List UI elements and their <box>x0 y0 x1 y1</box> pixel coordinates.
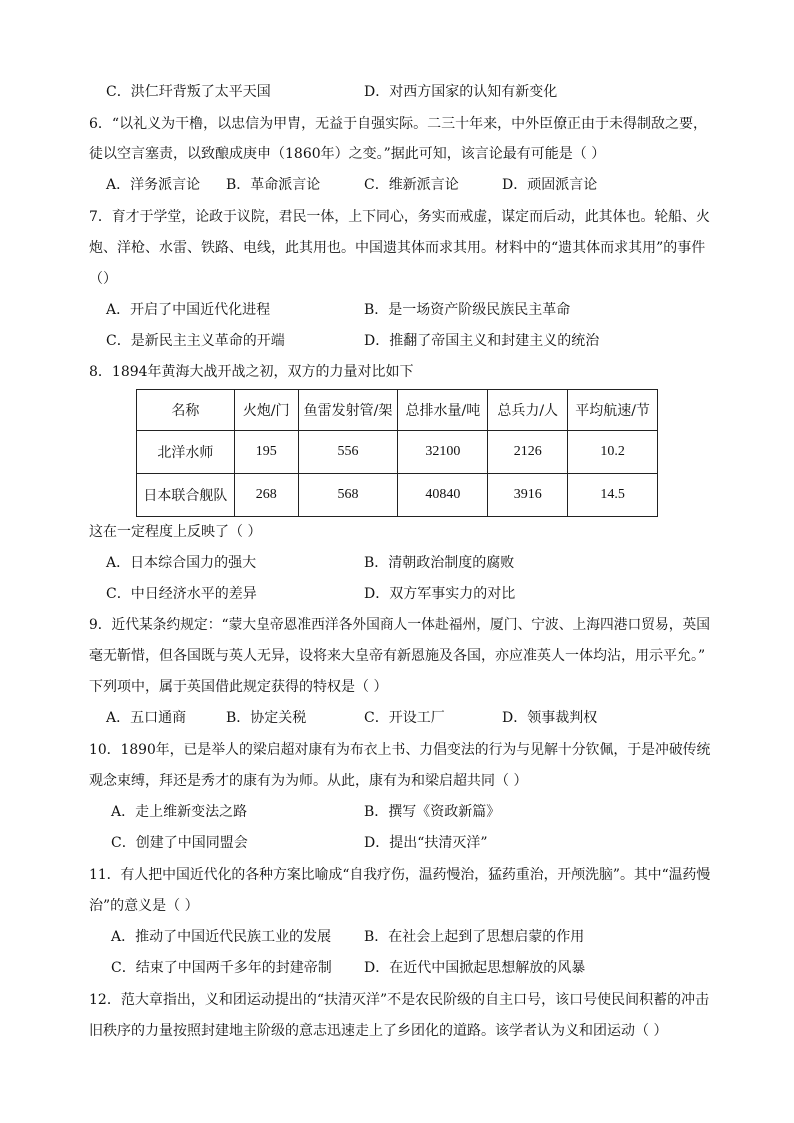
q5-option-d: D．对西方国家的认知有新变化 <box>364 84 558 100</box>
table-header-row <box>137 390 658 431</box>
q10-option-d: D．提出“扶清灭洋” <box>364 835 488 851</box>
table-header-cell: 总兵力/人 <box>488 390 568 431</box>
q6-option-a: A．洋务派言论 <box>106 177 201 193</box>
q8-option-a: A．日本综合国力的强大 <box>106 555 257 571</box>
q10-option-b: B．撰写《资政新篇》 <box>364 804 501 820</box>
q11-option-a: A．推动了中国近代民族工业的发展 <box>111 929 332 945</box>
q6-option-b: B．革命派言论 <box>226 177 321 193</box>
table-header-cell: 名称 <box>137 390 235 431</box>
table-cell: 北洋水师 <box>137 431 235 474</box>
table-row <box>137 431 658 474</box>
q6-option-d: D．顽固派言论 <box>502 177 598 193</box>
q8-stem-line1: 8．1894年黄海大战开战之初，双方的力量对比如下 <box>89 364 414 380</box>
table-cell: 32100 <box>398 431 488 474</box>
q9-stem-line2: 毫无靳惜，但各国既与英人无异，设将来大皇帝有新恩施及各国，亦应准英人一体均沾，用示平允。” <box>89 648 706 664</box>
q10-stem-line1: 10．1890年，已是举人的梁启超对康有为布衣上书、力倡变法的行为与见解十分钦佩，于是冲破传统 <box>89 742 711 758</box>
table-header-cell: 平均航速/节 <box>568 390 658 431</box>
q11-option-b: B．在社会上起到了思想启蒙的作用 <box>364 929 585 945</box>
table-cell: 10.2 <box>568 431 658 474</box>
table-cell: 40840 <box>398 474 488 517</box>
q6-stem-line1: 6．“以礼义为干橹，以忠信为甲胄，无益于自强实际。二三十年来，中外臣僚正由于未得制敌之要， <box>89 116 708 132</box>
q7-option-c: C．是新民主主义革命的开端 <box>106 333 285 349</box>
q12-stem-line1: 12．范大章指出，义和团运动提出的“扶清灭洋”不是农民阶级的自主口号，该口号使民间积蓄的冲击 <box>89 992 710 1008</box>
table-cell: 2126 <box>488 431 568 474</box>
table-header-cell: 鱼雷发射管/架 <box>298 390 398 431</box>
q8-option-d: D．双方军事实力的对比 <box>364 586 516 602</box>
q9-stem-line1: 9．近代某条约规定：“蒙大皇帝恩准西洋各外国商人一体赴福州，厦门、宁波、上海四港口贸易，英国 <box>89 617 711 633</box>
q8-option-c: C．中日经济水平的差异 <box>106 586 257 602</box>
table-cell: 3916 <box>488 474 568 517</box>
q11-option-d: D．在近代中国掀起思想解放的风暴 <box>364 960 586 976</box>
table-cell: 556 <box>298 431 398 474</box>
q9-option-d: D．领事裁判权 <box>502 710 598 726</box>
q10-option-c: C．创建了中国同盟会 <box>111 835 248 851</box>
q10-option-a: A．走上维新变法之路 <box>111 804 248 820</box>
q8-option-b: B．清朝政治制度的腐败 <box>364 555 515 571</box>
q9-option-b: B．协定关税 <box>226 710 307 726</box>
q7-stem-line3: （） <box>89 271 117 287</box>
q7-stem-line2: 炮、洋枪、水雷、铁路、电线，此其用也。中国遗其体而求其用。材料中的“遗其体而求其用”的事件 <box>89 240 706 256</box>
q9-stem-line3: 下列项中，属于英国借此规定获得的特权是（ ） <box>89 679 388 695</box>
q6-stem-line2: 徒以空言塞责，以致酿成庚申（1860年）之变。”据此可知，该言论最有可能是（ ） <box>89 146 606 162</box>
q6-option-c: C．维新派言论 <box>364 177 459 193</box>
q11-option-c: C．结束了中国两千多年的封建帝制 <box>111 960 332 976</box>
table-cell: 日本联合舰队 <box>137 474 235 517</box>
q7-option-d: D．推翻了帝国主义和封建主义的统治 <box>364 333 600 349</box>
q11-stem-line1: 11．有人把中国近代化的各种方案比喻成“自我疗伤，温药慢治，猛药重治，开颅洗脑”。其中“温药慢 <box>89 867 711 883</box>
q5-option-c: C．洪仁玕背叛了太平天国 <box>106 84 271 100</box>
table-cell: 268 <box>234 474 298 517</box>
q9-option-c: C．开设工厂 <box>364 710 445 726</box>
table-row <box>137 474 658 517</box>
table-cell: 568 <box>298 474 398 517</box>
q9-option-a: A．五口通商 <box>106 710 187 726</box>
table-header-cell: 总排水量/吨 <box>398 390 488 431</box>
force-comparison-table <box>136 389 658 517</box>
q10-stem-line2: 观念束缚，拜还是秀才的康有为为师。从此，康有为和梁启超共同（ ） <box>89 773 528 789</box>
q7-option-b: B．是一场资产阶级民族民主革命 <box>364 302 571 318</box>
q12-stem-line2: 旧秩序的力量按照封建地主阶级的意志迅速走上了乡团化的道路。该学者认为义和团运动（ ） <box>89 1023 668 1039</box>
q11-stem-line2: 治”的意义是（ ） <box>89 898 199 914</box>
q7-option-a: A．开启了中国近代化进程 <box>106 302 271 318</box>
q7-stem-line1: 7．育才于学堂，论政于议院，君民一体，上下同心，务实而戒虚，谋定而后动，此其体也。轮船、火 <box>89 209 710 225</box>
table-cell: 195 <box>234 431 298 474</box>
table-cell: 14.5 <box>568 474 658 517</box>
table-header-cell: 火炮/门 <box>234 390 298 431</box>
q8-stem-line2: 这在一定程度上反映了（ ） <box>89 524 262 540</box>
